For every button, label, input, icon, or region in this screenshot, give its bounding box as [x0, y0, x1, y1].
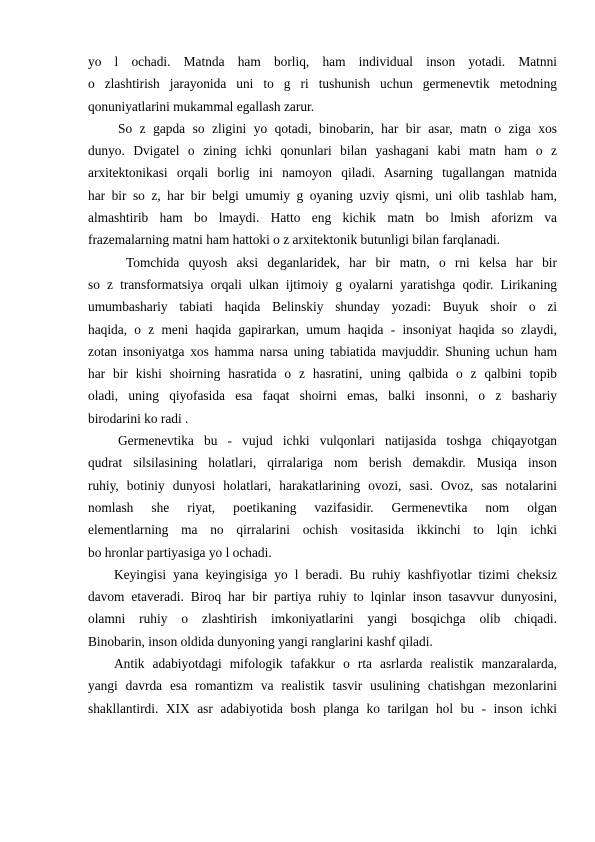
text-line: Binobarin, inson oldida dunyoning yangi ranglarini kashf qiladi.	[88, 633, 433, 649]
paragraph	[88, 653, 557, 720]
text-line: Germenevtika bu - vujud ichki vulqonlari natijasida toshga chiqayotgan	[118, 433, 557, 449]
paragraph	[88, 564, 557, 653]
paragraph	[88, 118, 557, 252]
text-line: olamni ruhiy o zlashtirish imkoniyatlarini yangi bosqichga olib chiqadi.	[88, 611, 557, 627]
text-line: nomlash she riyat, poetikaning vazifasidir. Germenevtika nom olgan	[88, 499, 557, 515]
text-line: yangi davrda esa romantizm va realistik tasvir usulining chatishgan mezonlarini	[88, 678, 557, 694]
text-line: frazemalarning matni ham hattoki o z arxitektonik butunligi bilan farqlanadi.	[88, 232, 501, 248]
text-line: oladi, uning qiyofasida esa faqat shoirni emas, balki insonni, o z bashariy	[88, 388, 557, 404]
paragraph	[88, 51, 557, 118]
text-line: almashtirib ham bo lmaydi. Hatto eng kichik matn bo lmish aforizm va	[88, 210, 557, 226]
text-line: yo l ochadi. Matnda ham borliq, ham individual inson yotadi. Matnni	[88, 54, 557, 69]
text-line: ruhiy, botiniy dunyosi holatlari, harakatlarining ovozi, sasi. Ovoz, sas notalarini	[88, 477, 557, 493]
text-line: o zlashtirish jarayonida uni to g ri tushunish uchun germenevtik metodning	[88, 76, 557, 92]
text-line: So z gapda so zligini yo qotadi, binobarin, har bir asar, matn o ziga xos	[118, 120, 557, 136]
text-line: Antik adabiyotdagi mifologik tafakkur o rta asrlarda realistik manzaralarda,	[114, 656, 557, 672]
text-line: arxitektonikasi orqali borlig ini namoyon qiladi. Asarning tugallangan matnida	[88, 165, 557, 181]
text-line: haqida, o z meni haqida gapirarkan, umum haqida - insoniyat haqida so zlaydi,	[88, 321, 557, 337]
text-line: zotan insoniyatga xos hamma narsa uning tabiatida mavjuddir. Shuning uchun ham	[88, 343, 557, 359]
paragraph	[88, 430, 557, 564]
text-line: har bir so z, har bir belgi umumiy g oyaning uzviy qismi, uni olib tashlab ham,	[88, 187, 557, 203]
text-line: qudrat silsilasining holatlari, qirralariga nom berish demakdir. Musiqa inson	[88, 455, 557, 471]
text-line: so z transformatsiya orqali ulkan ijtimoiy g oyalarni yaratishga qodir. Lirikaning	[88, 276, 557, 292]
text-line: qonuniyatlarini mukammal egallash zarur.	[88, 98, 315, 114]
text-line: davom etaveradi. Biroq har bir partiya ruhiy to lqinlar inson tasavvur dunyosini,	[88, 589, 557, 605]
text-line: umumbashariy tabiati haqida Belinskiy shunday yozadi: Buyuk shoir o zi	[88, 299, 557, 315]
text-line: bo hronlar partiyasiga yo l ochadi.	[88, 544, 272, 560]
text-line: shakllantirdi. XIX asr adabiyotida bosh planga ko tarilgan hol bu - inson ichki	[88, 700, 557, 716]
paragraph	[88, 252, 557, 430]
text-line: har bir kishi shoirning hasratida o z hasratini, uning qalbida o z qalbini topib	[88, 366, 557, 382]
text-line: Tomchida quyosh aksi deganlaridek, har bir matn, o rni kelsa har bir	[126, 254, 557, 270]
text-line: Keyingisi yana keyingisiga yo l beradi. Bu ruhiy kashfiyotlar tizimi cheksiz	[114, 566, 557, 582]
document-page	[88, 51, 557, 720]
text-line: dunyo. Dvigatel o zining ichki qonunlari bilan yashagani kabi matn ham o z	[88, 143, 557, 159]
text-line: birodarini ko radi .	[88, 410, 189, 426]
text-line: elementlarning ma no qirralarini ochish vositasida ikkinchi to lqin ichki	[88, 522, 557, 538]
